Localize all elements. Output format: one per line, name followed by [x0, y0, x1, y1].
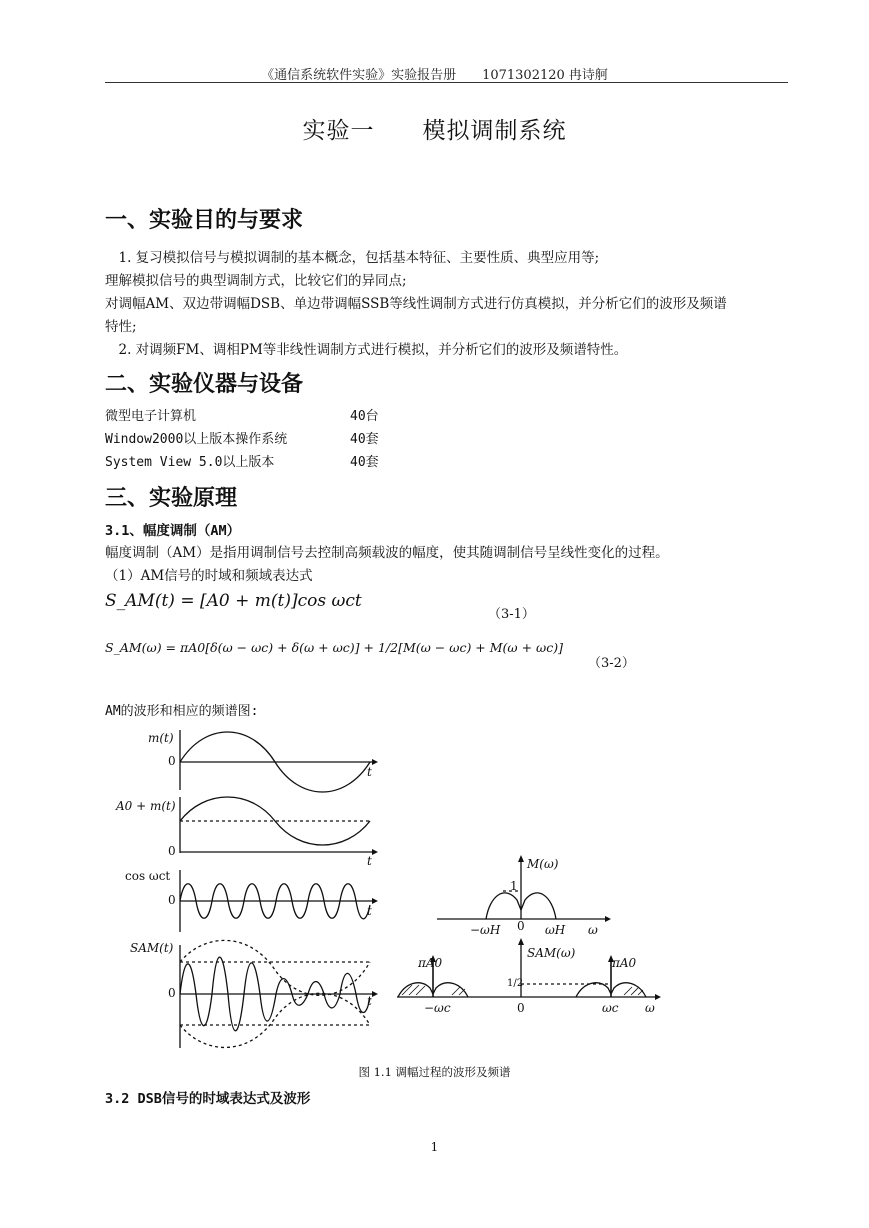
section2-heading: 二、实验仪器与设备 — [105, 372, 304, 397]
section3-para-2: （1）AM信号的时域和频域表达式 — [105, 568, 313, 584]
label-M-w: M(ω) — [527, 857, 559, 871]
label-neg-wh: −ωH — [470, 923, 501, 937]
a0-mt-waveform — [180, 797, 370, 845]
equipment-name-2: Window2000以上版本操作系统 — [105, 432, 288, 447]
equipment-qty-2: 40套 — [350, 432, 379, 447]
page-number: 1 — [430, 1140, 439, 1154]
label-origin-6: 0 — [517, 1001, 525, 1015]
label-one: 1 — [510, 879, 518, 893]
label-origin-1: 0 — [168, 754, 176, 768]
label-wc: ωc — [602, 1001, 619, 1015]
label-w-1: ω — [588, 923, 598, 937]
label-w-2: ω — [645, 1001, 655, 1015]
equation-3-2-number: （3-2） — [588, 656, 635, 671]
label-t-3: t — [367, 904, 372, 918]
label-t-4: t — [367, 994, 372, 1008]
label-pi-a0-left: πA0 — [418, 956, 443, 970]
label-origin-5: 0 — [517, 919, 525, 933]
page-header: 《通信系统软件实验》实验报告册 1071302120 冉诗舸 — [261, 68, 608, 83]
label-t-2: t — [367, 854, 372, 868]
section3-heading: 三、实验原理 — [105, 486, 238, 511]
section1-line-2: 理解模拟信号的典型调制方式，比较它们的异同点; — [105, 273, 407, 289]
label-t-1: t — [367, 765, 372, 779]
section3-para-1: 幅度调制（AM）是指用调制信号去控制高频载波的幅度，使其随调制信号呈线性变化的过程。 — [105, 545, 669, 561]
equipment-name-3: System View 5.0以上版本 — [105, 455, 275, 470]
equation-3-1-number: （3-1） — [488, 607, 535, 622]
figure-caption: 图 1.1 调幅过程的波形及频谱 — [358, 1065, 511, 1079]
section1-heading: 一、实验目的与要求 — [105, 208, 304, 233]
label-origin-4: 0 — [168, 986, 176, 1000]
equation-3-1: S_AM(t) = [A0 + m(t)]cos ωct — [105, 591, 362, 611]
label-sam-t: SAM(t) — [130, 941, 174, 955]
subsection-3-2: 3.2 DSB信号的时域表达式及波形 — [105, 1091, 311, 1107]
section3-para-3: AM的波形和相应的频谱图: — [105, 704, 259, 719]
equipment-qty-1: 40台 — [350, 409, 379, 424]
section1-line-4: 特性; — [105, 319, 137, 335]
subsection-3-1: 3.1、幅度调制（AM） — [105, 523, 241, 539]
label-cos: cos ωct — [125, 869, 171, 883]
document-title: 实验一 模拟调制系统 — [302, 118, 567, 144]
section1-line-3: 对调幅AM、双边带调幅DSB、单边带调幅SSB等线性调制方式进行仿真模拟，并分析它们的波形及频谱 — [105, 296, 727, 312]
label-origin-3: 0 — [168, 893, 176, 907]
label-m-t: m(t) — [148, 731, 174, 745]
label-neg-wc: −ωc — [424, 1001, 451, 1015]
label-sam-w: SAM(ω) — [527, 946, 576, 960]
section1-line-5: 2. 对调频FM、调相PM等非线性调制方式进行模拟，并分析它们的波形及频谱特性。 — [105, 342, 628, 358]
equipment-name-1: 微型电子计算机 — [105, 409, 197, 424]
label-origin-2: 0 — [168, 844, 176, 858]
equation-3-2: S_AM(ω) = πA0[δ(ω − ωc) + δ(ω + ωc)] + 1/2[M(ω − ωc) + M(ω + ωc)] — [105, 640, 563, 655]
label-pi-a0-right: πA0 — [612, 956, 637, 970]
label-wh: ωH — [545, 923, 566, 937]
section1-line-1: 1. 复习模拟信号与模拟调制的基本概念，包括基本特征、主要性质、典型应用等; — [105, 250, 600, 266]
label-half: 1/2 — [507, 978, 524, 989]
equipment-qty-3: 40套 — [350, 455, 379, 470]
label-a0-mt: A0 + m(t) — [116, 799, 176, 813]
